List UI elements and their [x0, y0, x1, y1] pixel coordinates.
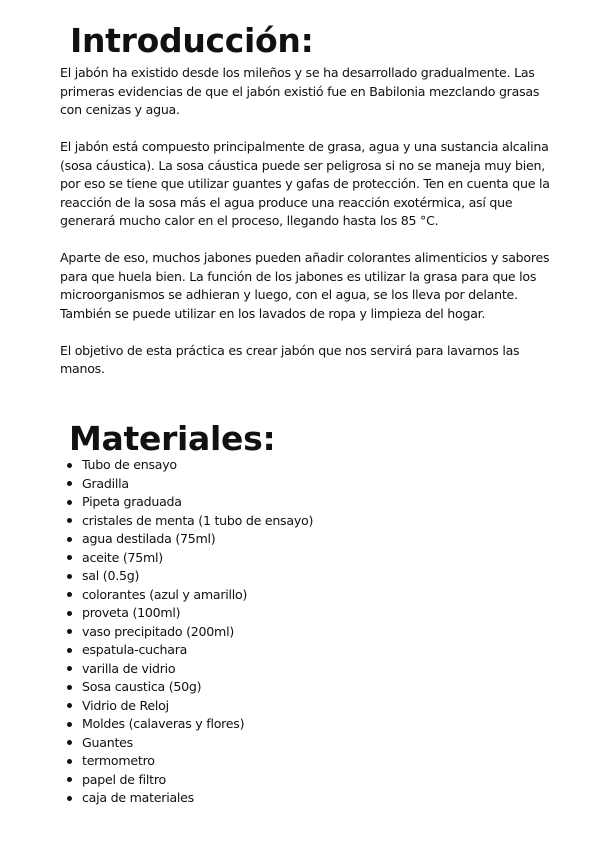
list-item-label: Pipeta graduada	[82, 494, 182, 509]
list-item-label: Gradilla	[82, 475, 129, 491]
list-item	[60, 456, 313, 475]
list-item	[60, 475, 313, 494]
bullet-icon	[67, 555, 72, 560]
list-item-label: papel de filtro	[82, 771, 166, 787]
list-item-label: Sosa caustica (50g)	[82, 679, 202, 694]
list-item	[60, 604, 313, 623]
list-item-label: proveta (100ml)	[82, 605, 181, 620]
list-item	[60, 789, 313, 808]
list-item	[60, 512, 313, 531]
bullet-icon	[67, 666, 72, 671]
list-item-label: Guantes	[82, 734, 133, 750]
bullet-icon	[67, 481, 72, 486]
materials-heading: Materiales:	[69, 419, 276, 458]
list-item	[60, 493, 313, 512]
bullet-icon	[67, 629, 72, 634]
bullet-icon	[67, 611, 72, 616]
intro-paragraph-3: Aparte de eso, muchos jabones pueden añadir colorantes alimenticios y sabores para que huela bien. La función de los jabones es utilizar la grasa para que los microorganismos se adhieran y luego, con el agua, se los lleva por delante. También se puede utilizar en los lavados de ropa y limpieza del hogar.	[60, 250, 550, 321]
list-item-label: cristales de menta (1 tubo de ensayo)	[82, 512, 314, 528]
list-item-label: aceite (75ml)	[82, 549, 163, 565]
intro-paragraph-2: El jabón está compuesto principalmente de grasa, agua y una sustancia alcalina (sosa cáustica). La sosa cáustica puede ser peligrosa si no se maneja muy bien, por eso se tiene que utilizar guantes y gafas de protección. Ten en cuenta que la reacción de la sosa más el agua produce una reacción exotérmica, así que generará mucho calor en el proceso, llegando hasta los 85 °C.	[60, 139, 550, 228]
bullet-icon	[67, 500, 72, 505]
list-item	[60, 660, 313, 679]
list-item	[60, 549, 313, 568]
list-item	[60, 734, 313, 753]
list-item-label: Moldes (calaveras y flores)	[82, 716, 245, 731]
intro-paragraph-1: El jabón ha existido desde los mileños y se ha desarrollado gradualmente. Las primeras evidencias de que el jabón existió fue en Babilonia mezclando grasas con cenizas y agua.	[60, 65, 540, 117]
list-item	[60, 586, 313, 605]
bullet-icon	[67, 759, 72, 764]
bullet-icon	[67, 703, 72, 708]
bullet-icon	[67, 740, 72, 745]
list-item-label: sal (0.5g)	[82, 568, 140, 583]
introduction-heading: Introducción:	[70, 21, 314, 60]
list-item	[60, 715, 313, 734]
list-item-label: Vidrio de Reloj	[82, 697, 169, 713]
bullet-icon	[67, 518, 72, 523]
list-item	[60, 771, 313, 790]
bullet-icon	[67, 685, 72, 690]
bullet-icon	[67, 796, 72, 801]
list-item-label: colorantes (azul y amarillo)	[82, 586, 248, 602]
list-item-label: vaso precipitado (200ml)	[82, 623, 234, 639]
bullet-icon	[67, 777, 72, 782]
list-item	[60, 567, 313, 586]
intro-paragraph-4: El objetivo de esta práctica es crear jabón que nos servirá para lavarnos las manos.	[60, 342, 520, 376]
list-item	[60, 623, 313, 642]
list-item-label: varilla de vidrio	[82, 660, 176, 676]
materials-list	[60, 456, 313, 808]
list-item-label: espatula-cuchara	[82, 642, 188, 657]
list-item	[60, 530, 313, 549]
bullet-icon	[67, 463, 72, 468]
list-item	[60, 678, 313, 697]
bullet-icon	[67, 648, 72, 653]
introduction-body	[60, 64, 550, 397]
list-item-label: Tubo de ensayo	[82, 457, 177, 472]
list-item-label: agua destilada (75ml)	[82, 531, 216, 546]
list-item-label: caja de materiales	[82, 790, 194, 805]
list-item	[60, 752, 313, 771]
list-item-label: termometro	[82, 753, 155, 768]
bullet-icon	[67, 592, 72, 597]
bullet-icon	[67, 722, 72, 727]
bullet-icon	[67, 574, 72, 579]
list-item	[60, 641, 313, 660]
list-item	[60, 697, 313, 716]
bullet-icon	[67, 537, 72, 542]
